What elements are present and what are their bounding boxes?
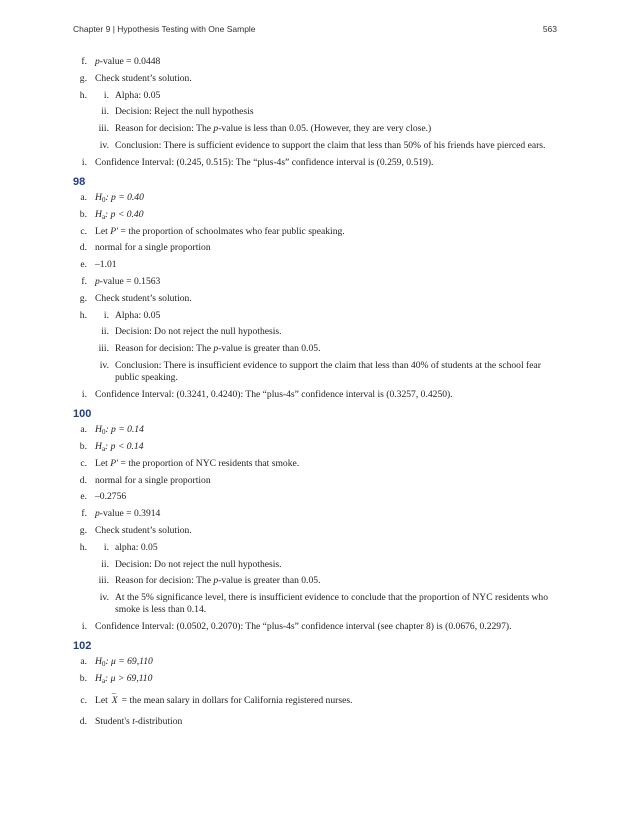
item-text: : μ > 69,110 bbox=[105, 673, 153, 685]
sub-marker: i. bbox=[103, 309, 109, 321]
item-text: Confidence Interval: (0.0502, 0.2070): The “plus-4s” confidence interval (see chapter 8) is (0.0676, 0.2297). bbox=[95, 621, 512, 633]
answer-subitem bbox=[73, 360, 563, 384]
item-marker: g. bbox=[79, 524, 87, 536]
h-symbol: H bbox=[95, 673, 102, 685]
item-text: : μ = 69,110 bbox=[105, 656, 153, 668]
problem-number: 102 bbox=[73, 640, 92, 653]
p-symbol: p bbox=[213, 343, 219, 355]
h-symbol: H bbox=[95, 440, 102, 452]
answer-item bbox=[73, 242, 563, 254]
t-symbol: t bbox=[132, 715, 135, 727]
answer-item bbox=[73, 525, 563, 537]
answer-subitem bbox=[73, 106, 563, 118]
answer-subitem bbox=[73, 575, 563, 587]
subscript: 0 bbox=[101, 428, 106, 437]
item-text: Reason for decision: The bbox=[115, 575, 214, 587]
h-symbol: H bbox=[95, 208, 102, 220]
item-marker: c. bbox=[80, 457, 87, 469]
p-symbol: p bbox=[213, 123, 219, 135]
item-marker: h. bbox=[79, 89, 87, 101]
item-text: -value is greater than 0.05. bbox=[218, 343, 321, 355]
subscript: a bbox=[101, 212, 106, 221]
answer-subitem bbox=[73, 140, 563, 152]
item-marker: a. bbox=[80, 191, 87, 203]
sub-marker: iv. bbox=[99, 592, 109, 604]
sub-marker: iii. bbox=[98, 343, 109, 355]
page-header bbox=[73, 24, 557, 38]
h-symbol: H bbox=[95, 191, 102, 203]
subscript: 0 bbox=[101, 195, 106, 204]
item-text: = the proportion of NYC residents that smoke. bbox=[118, 457, 300, 469]
problem-number: 100 bbox=[73, 408, 92, 421]
item-marker: a. bbox=[80, 424, 87, 436]
item-text: -value is greater than 0.05. bbox=[218, 575, 321, 587]
item-text: -value = 0.1563 bbox=[99, 275, 161, 287]
item-text: Check student’s solution. bbox=[95, 72, 192, 84]
p-symbol: p bbox=[95, 275, 100, 287]
item-text: Check student’s solution. bbox=[95, 524, 192, 536]
item-marker: i. bbox=[81, 621, 87, 633]
item-text: Check student’s solution. bbox=[95, 292, 192, 304]
item-text: = the proportion of schoolmates who fear public speaking. bbox=[118, 225, 345, 237]
item-text: Reason for decision: The bbox=[115, 343, 214, 355]
p-symbol: p bbox=[95, 508, 100, 520]
subscript: 0 bbox=[101, 660, 106, 669]
answer-item bbox=[73, 73, 563, 85]
answer-item bbox=[73, 310, 563, 322]
item-marker: i. bbox=[81, 156, 87, 168]
item-text: : p < 0.40 bbox=[105, 208, 144, 220]
item-marker: h. bbox=[79, 309, 87, 321]
item-marker: g. bbox=[79, 72, 87, 84]
subscript: a bbox=[101, 677, 106, 686]
answer-subitem bbox=[73, 343, 563, 355]
sub-marker: iv. bbox=[99, 359, 109, 371]
item-marker: g. bbox=[79, 292, 87, 304]
item-text: At the 5% significance level, there is insufficient evidence to conclude that the proportion of NYC residents who smoke is less than 0.14. bbox=[115, 592, 549, 616]
item-marker: b. bbox=[79, 440, 87, 452]
item-marker: b. bbox=[79, 673, 87, 685]
answer-item bbox=[73, 56, 563, 68]
item-text: Let bbox=[95, 225, 111, 237]
item-marker: h. bbox=[79, 541, 87, 553]
item-marker: f. bbox=[81, 56, 87, 67]
item-text: Decision: Reject the null hypothesis bbox=[115, 106, 254, 118]
item-text: : p < 0.14 bbox=[105, 440, 144, 452]
item-text: Decision: Do not reject the null hypothesis. bbox=[115, 326, 282, 338]
variable-symbol: P′ bbox=[110, 225, 119, 237]
answer-subitem bbox=[73, 326, 563, 338]
p-symbol: p bbox=[95, 56, 100, 67]
answer-item bbox=[73, 293, 563, 305]
item-text: –1.01 bbox=[95, 259, 117, 271]
answer-item bbox=[73, 475, 563, 487]
item-marker: e. bbox=[80, 491, 87, 503]
answer-item bbox=[73, 276, 563, 288]
answer-item bbox=[73, 716, 563, 728]
answer-item bbox=[73, 491, 563, 503]
item-text: -value = 0.3914 bbox=[99, 508, 161, 520]
answer-item bbox=[73, 542, 563, 554]
item-text: Reason for decision: The bbox=[115, 123, 214, 135]
item-text: Alpha: 0.05 bbox=[115, 89, 161, 101]
answer-item bbox=[73, 90, 563, 102]
item-text: : p = 0.14 bbox=[105, 424, 144, 436]
item-text: Let bbox=[95, 695, 108, 707]
subscript: a bbox=[101, 444, 106, 453]
item-marker: a. bbox=[80, 656, 87, 668]
answer-item bbox=[73, 157, 563, 169]
item-marker: c. bbox=[80, 695, 87, 707]
answer-item bbox=[73, 441, 563, 453]
item-text: : p = 0.40 bbox=[105, 191, 144, 203]
answer-item bbox=[73, 621, 563, 633]
answer-subitem bbox=[73, 559, 563, 571]
item-marker: i. bbox=[81, 388, 87, 400]
answer-subitem bbox=[73, 123, 563, 135]
item-text: Confidence Interval: (0.245, 0.515): The “plus-4s” confidence interval is (0.259, 0.519). bbox=[95, 156, 434, 168]
item-text: -distribution bbox=[134, 715, 183, 727]
h-symbol: H bbox=[95, 656, 102, 668]
sub-marker: ii. bbox=[101, 106, 109, 118]
x-bar-symbol: – X bbox=[112, 695, 118, 707]
item-text: normal for a single proportion bbox=[95, 242, 211, 254]
sub-marker: iii. bbox=[98, 575, 109, 587]
answer-item bbox=[73, 209, 563, 221]
variable-symbol: P′ bbox=[110, 457, 119, 469]
item-text: –0.2756 bbox=[95, 491, 127, 503]
item-text: normal for a single proportion bbox=[95, 474, 211, 486]
answer-item bbox=[73, 656, 563, 668]
sub-marker: ii. bbox=[101, 326, 109, 338]
item-text: Decision: Do not reject the null hypothesis. bbox=[115, 558, 282, 570]
item-marker: b. bbox=[79, 208, 87, 220]
item-text: Let bbox=[95, 457, 111, 469]
item-text: = the mean salary in dollars for California registered nurses. bbox=[121, 695, 353, 707]
chapter-title: Chapter 9 | Hypothesis Testing with One Sample bbox=[73, 24, 256, 34]
solutions-content bbox=[73, 56, 563, 732]
answer-item bbox=[73, 226, 563, 238]
answer-item bbox=[73, 508, 563, 520]
item-marker: f. bbox=[81, 275, 87, 287]
item-text: -value = 0.0448 bbox=[99, 56, 161, 67]
answer-item bbox=[73, 259, 563, 271]
answer-item bbox=[73, 424, 563, 436]
item-marker: d. bbox=[79, 715, 87, 727]
p-symbol: p bbox=[213, 575, 219, 587]
item-text: Alpha: 0.05 bbox=[115, 309, 161, 321]
item-marker: c. bbox=[80, 225, 87, 237]
item-text: Confidence Interval: (0.3241, 0.4240): The “plus-4s” confidence interval is (0.3257, 0.4250). bbox=[95, 388, 453, 400]
answer-item bbox=[73, 695, 563, 707]
answer-item bbox=[73, 673, 563, 685]
item-text: Student's bbox=[95, 715, 133, 727]
sub-marker: i. bbox=[103, 541, 109, 553]
answer-item bbox=[73, 192, 563, 204]
item-text: Conclusion: There is insufficient evidence to support the claim that less than 40% of students at the school fear public speaking. bbox=[115, 359, 541, 384]
sub-marker: i. bbox=[103, 89, 109, 101]
item-marker: f. bbox=[81, 508, 87, 520]
item-marker: d. bbox=[79, 474, 87, 486]
answer-item bbox=[73, 389, 563, 401]
problem-number: 98 bbox=[73, 175, 86, 188]
h-symbol: H bbox=[95, 424, 102, 436]
answer-item bbox=[73, 458, 563, 470]
item-marker: d. bbox=[79, 242, 87, 254]
item-text: -value is less than 0.05. (However, they are very close.) bbox=[218, 123, 432, 135]
sub-marker: iii. bbox=[98, 123, 109, 135]
answer-subitem bbox=[73, 592, 563, 616]
item-text: alpha: 0.05 bbox=[115, 541, 158, 553]
sub-marker: ii. bbox=[101, 558, 109, 570]
item-text: Conclusion: There is sufficient evidence to support the claim that less than 50% of his friends have pierced ears. bbox=[115, 139, 546, 151]
item-marker: e. bbox=[80, 259, 87, 271]
sub-marker: iv. bbox=[99, 139, 109, 151]
page-number: 563 bbox=[542, 24, 557, 34]
